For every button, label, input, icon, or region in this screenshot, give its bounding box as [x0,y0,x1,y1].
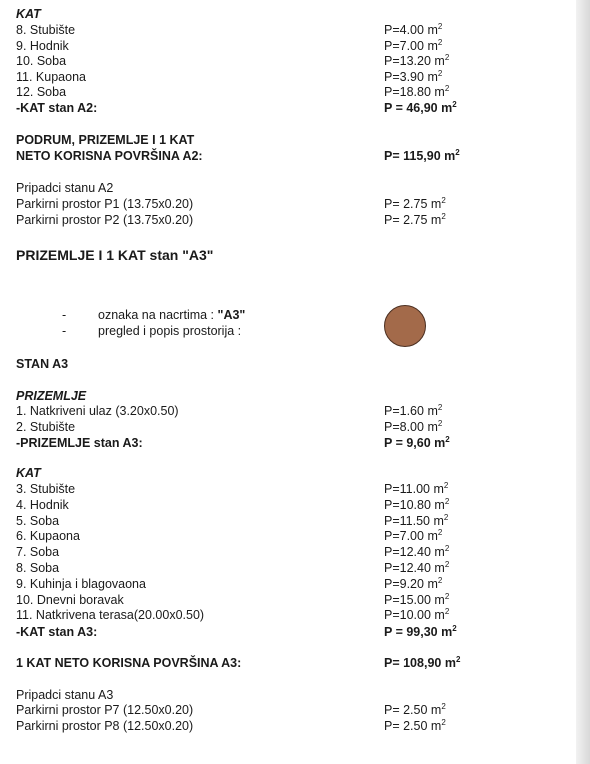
a3-kat-room-area: P=12.40 $m^2$ [384,560,450,575]
a2-room-row [16,38,570,54]
a2-room-area: P=4.00 $m^2$ [384,22,443,37]
a3-kat-room-area: P=11.50 $m^2$ [384,512,449,528]
a3-prizemlje-room-row [16,403,570,419]
a2-room-name: 10. Soba [16,54,67,69]
stan-a3-heading: STAN A3 [16,357,69,371]
a2-pripadci-label: Pripadci stanu A2 [16,181,114,195]
brown-circle-marker [384,305,426,347]
a3-parking-name: Parkirni prostor P7 (12.50x0.20) [16,703,194,717]
a3-kat-room-name: 4. Hodnik [16,497,69,512]
a3-kat-room-row [16,544,570,560]
a3-kat-room-name: 10. Dnevni boravak [16,592,124,607]
a3-parking-row [16,702,570,718]
a2-room-row [16,84,570,100]
a3-kat-room-row [16,560,570,576]
a3-prizemlje-room-row [16,419,570,435]
a3-neto-row: 1 KAT NETO KORISNA POVRŠINA A3: P= 108,90 $m^2$ [16,655,461,670]
a3-kat-room-name: 11. Natkrivena terasa(20.00x0.50) [16,608,205,623]
a2-parking-area: P= 2.75 $m^2$ [384,196,446,211]
a2-room-name: 9. Hodnik [16,38,69,53]
a3-kat-room-row [16,528,570,544]
a3-kat-room-area: P=12.40 $m^2$ [384,544,450,560]
a2-room-name: 8. Stubište [16,23,76,37]
a2-room-name: 11. Kupaona [16,69,86,84]
a3-kat-room-name: 3. Stubište [16,482,76,496]
bullet-pregled: - pregled i popis prostorija : [62,324,242,338]
page-gutter-shadow [576,0,590,764]
a2-neto-value: P= 115,90 $m^2$ [384,148,460,163]
a2-kat-total [16,100,570,116]
a2-kat-total-value: P = 46,90 $m^2$ [384,100,457,115]
a3-kat-heading: KAT [16,466,41,480]
a2-room-area: P=7.00 $m^2$ [384,37,443,53]
a3-prizemlje-room-name: 2. Stubište [16,419,76,434]
bullet-oznaka: - oznaka na nacrtima : "A3" [62,308,246,322]
a3-kat-room-row [16,481,570,497]
a3-kat-room-area: P=15.00 $m^2$ [384,591,450,607]
a3-kat-room-name: 9. Kuhinja i blagovaona [16,576,146,591]
a3-kat-room-area: P=9.20 $m^2$ [384,575,443,591]
a3-kat-room-name: 8. Soba [16,561,60,575]
a2-room-area: P=3.90 $m^2$ [384,68,443,84]
a3-pripadci-label: Pripadci stanu A3 [16,688,114,702]
a3-prizemlje-room-name: 1. Natkriveni ulaz (3.20x0.50) [16,404,179,418]
a2-room-name: 12. Soba [16,85,67,100]
a2-neto-label-2: NETO KORISNA POVRŠINA A2: [16,149,203,163]
a2-parking-area: P= 2.75 $m^2$ [384,211,446,227]
a2-parking-row [16,196,570,212]
a3-parking-area: P= 2.50 $m^2$ [384,717,446,733]
a3-kat-room-area: P=10.00 $m^2$ [384,607,450,623]
a2-neto-label-1: PODRUM, PRIZEMLJE I 1 KAT [16,133,195,147]
a3-prizemlje-room-area: P=1.60 $m^2$ [384,403,443,418]
a2-room-row [16,22,570,38]
a3-parking-area: P= 2.50 $m^2$ [384,702,446,717]
a3-kat-total: -KAT stan A3: P = 99,30 $m^2$ [16,624,457,639]
a3-section-title: PRIZEMLJE I 1 KAT stan "A3" [16,247,214,263]
a2-parking-name: Parkirni prostor P2 (13.75x0.20) [16,212,194,227]
a3-parking-row [16,718,570,734]
a3-prizemlje-heading: PRIZEMLJE [16,389,87,403]
a3-kat-room-area: P=7.00 $m^2$ [384,528,443,544]
a2-kat-total-label: -KAT stan A2: [16,101,98,115]
a3-kat-room-row [16,497,570,513]
a3-prizemlje-room-area: P=8.00 $m^2$ [384,418,443,434]
a3-kat-room-name: 5. Soba [16,513,60,528]
a2-neto-row [16,148,570,164]
a2-room-area: P=13.20 $m^2$ [384,53,450,69]
a3-kat-room-name: 7. Soba [16,545,60,560]
a2-room-row [16,53,570,69]
a2-kat-heading: KAT [16,7,41,21]
a3-parking-name: Parkirni prostor P8 (12.50x0.20) [16,718,194,733]
a3-kat-room-row [16,607,570,623]
a2-parking-row [16,212,570,228]
a3-kat-room-row [16,576,570,592]
a3-prizemlje-total: -PRIZEMLJE stan A3: P = 9,60 $m^2$ [16,435,450,450]
a3-kat-room-area: P=11.00 $m^2$ [384,481,449,496]
a2-room-area: P=18.80 $m^2$ [384,84,450,100]
a3-kat-room-row [16,513,570,529]
a3-kat-room-row [16,592,570,608]
a3-kat-room-name: 6. Kupaona [16,529,80,544]
a2-parking-name: Parkirni prostor P1 (13.75x0.20) [16,197,194,211]
a2-room-row [16,69,570,85]
a3-kat-room-area: P=10.80 $m^2$ [384,496,450,512]
